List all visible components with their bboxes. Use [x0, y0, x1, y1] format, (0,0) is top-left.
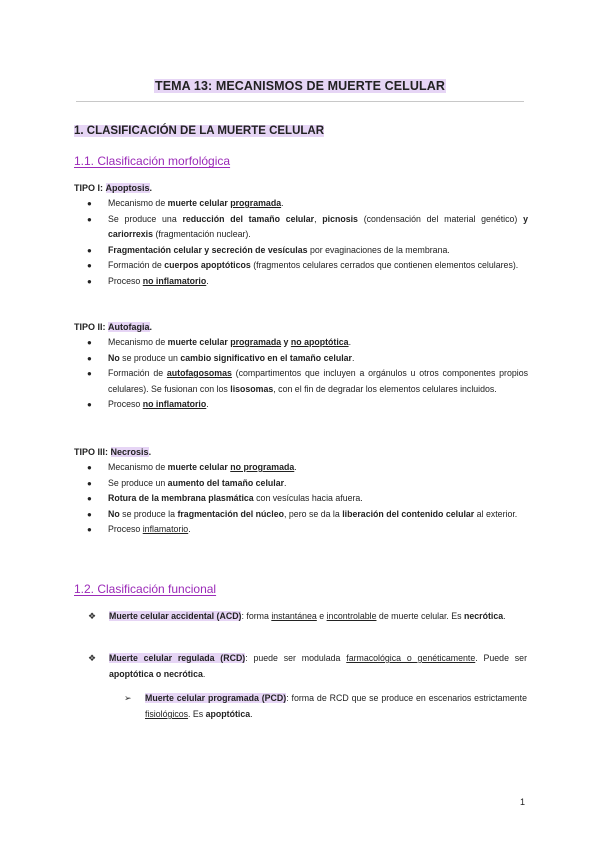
tipo-1-heading: TIPO I: Apoptosis.: [74, 183, 153, 193]
bullet-icon: ●: [87, 509, 92, 519]
list-item: ● No se produce la fragmentación del núcleo, pero se da la liberación del contenido celular al exterior.: [74, 507, 528, 523]
bold-text: muerte celular: [167, 337, 231, 347]
underlined-text: fisiológicos: [145, 709, 189, 719]
bold-text: No: [108, 508, 120, 519]
diamond-bullet-icon: ❖: [88, 611, 97, 621]
tipo-3-list: [74, 460, 528, 538]
bullet-icon: ●: [87, 338, 92, 347]
list-item: ● Formación de autofagosomas (compartimentos que incluyen a orgánulos u otros componentes propios celulares). Se fusionan con los lisosomas, con el fin de degradar los elementos celulares incluidos.: [87, 368, 528, 394]
tipo-3-heading: TIPO III: Necrosis.: [74, 447, 152, 457]
highlighted-term: Muerte celular regulada (RCD): [109, 653, 246, 663]
bold-text: apoptótica o necrótica: [109, 669, 203, 679]
functional-item-rcd: ❖ Muerte celular regulada (RCD): puede ser modulada farmacológica o genéticamente. Puede ser apoptótica o necrótica.: [109, 650, 527, 682]
list-item: ● Proceso no inflamatorio.: [74, 274, 528, 290]
list-item: ● Se produce un aumento del tamaño celular.: [74, 476, 528, 492]
bold-underlined-text: no apoptótica: [290, 337, 349, 347]
bullet-icon: ●: [87, 214, 92, 224]
bold-text: y cariorrexis: [108, 213, 528, 239]
highlighted-term: Muerte celular accidental (ACD): [109, 611, 242, 621]
bold-text: apoptótica: [205, 709, 251, 719]
bullet-icon: ●: [87, 478, 92, 488]
list-item: ● Mecanismo de muerte celular no programada.: [74, 460, 528, 476]
bold-underlined-text: no inflamatorio: [142, 399, 207, 409]
underlined-text: inflamatorio: [142, 524, 189, 534]
bold-text: muerte celular: [167, 462, 231, 472]
bold-text: lisosomas: [230, 383, 274, 394]
section-1-2-heading: 1.2. Clasificación funcional: [74, 582, 217, 596]
functional-item-pcd: ➢ Muerte celular programada (PCD): forma de RCD que se produce en escenarios estrictamente fisiológicos. Es apoptótica.: [145, 690, 527, 722]
functional-item-acd: ❖ Muerte celular accidental (ACD): forma instantánea e incontrolable de muerte celular. Es necrótica.: [109, 608, 527, 624]
underlined-text: incontrolable: [326, 611, 377, 621]
highlighted-term: Muerte celular programada (PCD): [145, 693, 287, 703]
bold-text: aumento del tamaño celular: [167, 477, 285, 488]
arrow-bullet-icon: ➢: [124, 693, 132, 703]
page-title: TEMA 13: MECANISMOS DE MUERTE CELULAR: [154, 79, 446, 93]
bold-text: necrótica: [464, 611, 504, 621]
bold-text: cambio significativo en el tamaño celular: [180, 352, 352, 363]
bold-underlined-text: autofagosomas: [166, 368, 232, 378]
bold-text: y: [283, 337, 291, 347]
bold-text: picnosis: [322, 213, 358, 224]
tipo-2-heading: TIPO II: Autofagia.: [74, 322, 153, 332]
section-1-1-heading: 1.1. Clasificación morfológica: [74, 154, 231, 168]
bullet-icon: ●: [87, 369, 92, 378]
diamond-bullet-icon: ❖: [88, 653, 97, 663]
list-item: ● Proceso no inflamatorio.: [74, 397, 528, 413]
bold-text: No: [108, 352, 120, 363]
bullet-icon: ●: [87, 261, 92, 270]
bold-underlined-text: no programada: [230, 462, 295, 472]
bold-text: muerte celular: [167, 198, 231, 208]
list-item: ● Se produce una reducción del tamaño celular, picnosis (condensación del material genético) y cariorrexis (fragmentación nuclear).: [87, 213, 528, 239]
bold-text: reducción del tamaño celular: [182, 213, 315, 224]
bullet-icon: ●: [87, 400, 92, 409]
bold-underlined-text: programada: [230, 198, 282, 208]
list-item: ● No se produce un cambio significativo en el tamaño celular.: [74, 351, 528, 367]
list-item: ● Mecanismo de muerte celular programada y no apoptótica.: [74, 335, 528, 351]
list-item: ● Mecanismo de muerte celular programada.: [74, 196, 528, 212]
underlined-text: farmacológica o genéticamente: [346, 653, 476, 663]
list-item: ● Proceso inflamatorio.: [74, 522, 528, 538]
bold-text: cuerpos apoptóticos: [164, 260, 251, 270]
bold-underlined-text: no inflamatorio: [142, 275, 207, 286]
bullet-icon: ●: [87, 525, 92, 534]
title-divider: [76, 101, 524, 102]
bold-underlined-text: programada: [230, 337, 282, 347]
list-item: ● Fragmentación celular y secreción de vesículas por evaginaciones de la membrana.: [74, 243, 528, 259]
list-item: ● Formación de cuerpos apoptóticos (fragmentos celulares cerrados que contienen elementos celulares).: [74, 258, 528, 274]
bold-text: liberación del contenido celular: [342, 508, 475, 519]
tipo-2-list: [74, 335, 528, 413]
bullet-icon: ●: [87, 245, 92, 255]
tipo-1-list: [74, 196, 528, 289]
bullet-icon: ●: [87, 276, 92, 286]
page-number: 1: [520, 797, 526, 807]
underlined-text: instantánea: [271, 611, 317, 621]
bullet-icon: ●: [87, 463, 92, 472]
bullet-icon: ●: [87, 199, 92, 208]
bullet-icon: ●: [87, 494, 92, 503]
list-item: ● Rotura de la membrana plasmática con vesículas hacia afuera.: [74, 491, 528, 507]
section-1-heading: 1. CLASIFICACIÓN DE LA MUERTE CELULAR: [74, 125, 325, 137]
bold-text: fragmentación del núcleo: [177, 508, 285, 519]
bullet-icon: ●: [87, 353, 92, 363]
bold-text: Fragmentación celular y secreción de vesículas: [108, 244, 308, 255]
bold-text: Rotura de la membrana plasmática: [108, 493, 254, 503]
